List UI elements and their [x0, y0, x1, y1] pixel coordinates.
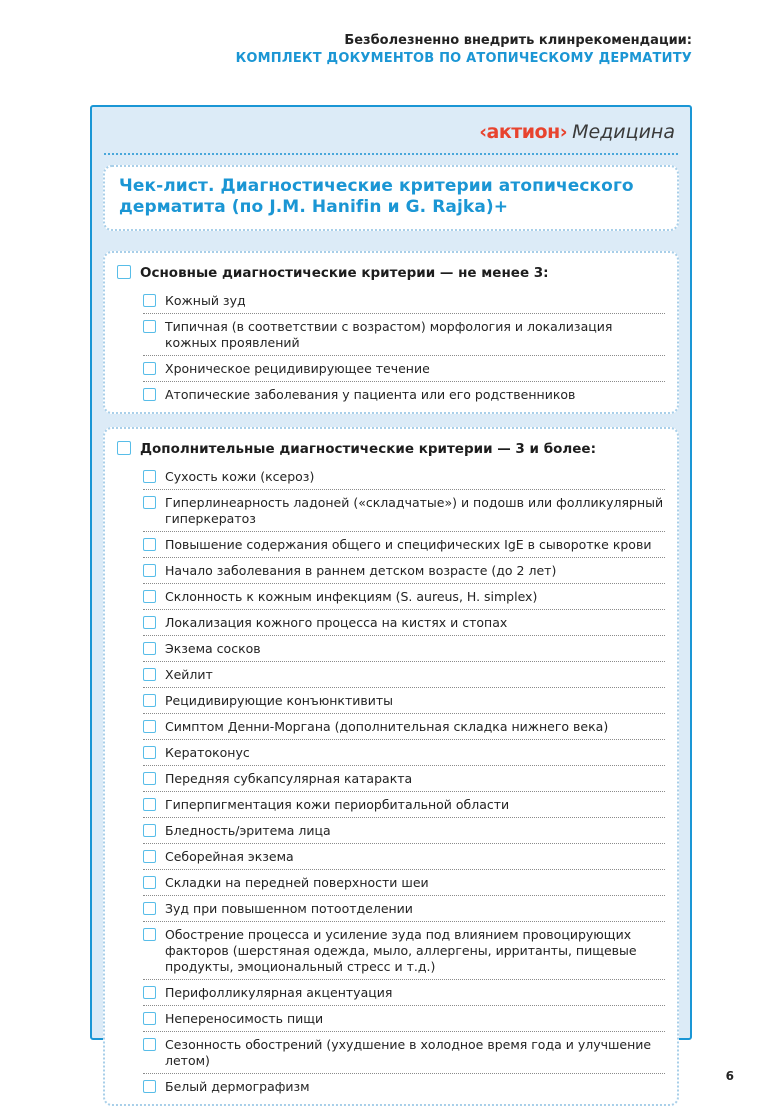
item-checkbox[interactable] [143, 642, 156, 655]
item-checkbox[interactable] [143, 772, 156, 785]
header-title: КОМПЛЕКТ ДОКУМЕНТОВ ПО АТОПИЧЕСКОМУ ДЕРМАТИТУ [235, 51, 692, 67]
item-label: Локализация кожного процесса на кистях и стопах [165, 614, 508, 630]
item-label: Складки на передней поверхности шеи [165, 874, 429, 890]
checklist-item [143, 584, 665, 610]
item-checkbox[interactable] [143, 590, 156, 603]
checklist-item [143, 558, 665, 584]
item-checkbox[interactable] [143, 824, 156, 837]
checklist-item [143, 818, 665, 844]
logo [103, 117, 679, 153]
section-checkbox[interactable] [117, 265, 131, 279]
item-checkbox[interactable] [143, 876, 156, 889]
item-checkbox[interactable] [143, 538, 156, 551]
item-checkbox[interactable] [143, 668, 156, 681]
dotted-divider [104, 153, 678, 155]
item-checkbox[interactable] [143, 986, 156, 999]
checklist-item [143, 844, 665, 870]
checklist-item [143, 922, 665, 980]
section-items [143, 464, 665, 1099]
item-checkbox[interactable] [143, 1038, 156, 1051]
item-label: Хроническое рецидивирующее течение [165, 360, 430, 376]
document-title: Чек-лист. Диагностические критерии атопического дерматита (по J.M. Hanifin и G. Rajka)+ [119, 176, 634, 218]
item-checkbox[interactable] [143, 388, 156, 401]
header-subtitle: Безболезненно внедрить клинрекомендации: [344, 33, 692, 48]
item-checkbox[interactable] [143, 798, 156, 811]
checklist-item [143, 1006, 665, 1032]
item-checkbox[interactable] [143, 902, 156, 915]
item-label: Рецидивирующие конъюнктивиты [165, 692, 394, 708]
section-items [143, 288, 665, 407]
item-label: Симптом Денни-Моргана (дополнительная складка нижнего века) [165, 718, 609, 734]
checklist-item [143, 464, 665, 490]
section-title: Основные диагностические критерии — не менее 3: [140, 264, 549, 281]
aktion-logo: ‹актион› [479, 121, 568, 143]
checklist-item [143, 980, 665, 1006]
item-label: Экзема сосков [165, 640, 261, 656]
item-label: Себорейная экзема [165, 848, 294, 864]
item-checkbox[interactable] [143, 470, 156, 483]
checklist-item [143, 636, 665, 662]
checklist-item [143, 356, 665, 382]
logo-medicina-label: Медицина [572, 121, 675, 143]
checklist-item [143, 714, 665, 740]
item-label: Сухость кожи (ксероз) [165, 468, 315, 484]
checklist-item [143, 870, 665, 896]
checklist-item [143, 490, 665, 532]
checklist-item [143, 896, 665, 922]
item-label: Гиперпигментация кожи периорбитальной области [165, 796, 510, 812]
item-checkbox[interactable] [143, 850, 156, 863]
section-header [117, 438, 665, 464]
section-main-criteria [103, 251, 679, 414]
item-checkbox[interactable] [143, 928, 156, 941]
checklist-item [143, 766, 665, 792]
checklist-item [143, 532, 665, 558]
checklist-item [143, 288, 665, 314]
item-checkbox[interactable] [143, 496, 156, 509]
item-label: Гиперлинеарность ладоней («складчатые») и подошв или фолликулярный гиперкератоз [165, 494, 664, 526]
item-checkbox[interactable] [143, 720, 156, 733]
section-header [117, 262, 665, 288]
checklist-item [143, 662, 665, 688]
checklist-item [143, 792, 665, 818]
item-checkbox[interactable] [143, 294, 156, 307]
item-label: Обострение процесса и усиление зуда под влиянием провоцирующих факторов (шерстяная одежда, мыло, аллергены, ирританты, пищевые продукты, эмоциональный стресс и т.д.) [165, 926, 637, 974]
item-label: Передняя субкапсулярная катаракта [165, 770, 413, 786]
checklist-item [143, 1074, 665, 1099]
item-label: Белый дермографизм [165, 1078, 310, 1094]
checklist-item [143, 1032, 665, 1074]
item-checkbox[interactable] [143, 320, 156, 333]
item-checkbox[interactable] [143, 564, 156, 577]
checklist-item [143, 688, 665, 714]
item-label: Перифолликулярная акцентуация [165, 984, 393, 1000]
section-additional-criteria [103, 427, 679, 1106]
item-label: Хейлит [165, 666, 213, 682]
item-checkbox[interactable] [143, 1080, 156, 1093]
checklist-item [143, 610, 665, 636]
item-label: Зуд при повышенном потоотделении [165, 900, 413, 916]
item-label: Сезонность обострений (ухудшение в холодное время года и улучшение летом) [165, 1036, 652, 1068]
checklist-card [90, 105, 692, 1094]
checklist-item [143, 382, 665, 407]
page-header [236, 33, 692, 68]
item-label: Повышение содержания общего и специфических IgE в сыворотке крови [165, 536, 652, 552]
item-label: Кожный зуд [165, 292, 246, 308]
document-title-box [103, 165, 679, 231]
item-checkbox[interactable] [143, 1012, 156, 1025]
page-number: 6 [725, 1069, 734, 1083]
section-checkbox[interactable] [117, 441, 131, 455]
item-label: Бледность/эритема лица [165, 822, 331, 838]
item-label: Непереносимость пищи [165, 1010, 324, 1026]
item-checkbox[interactable] [143, 616, 156, 629]
section-title: Дополнительные диагностические критерии — 3 и более: [140, 440, 596, 457]
item-label: Атопические заболевания у пациента или его родственников [165, 386, 576, 402]
item-label: Типичная (в соответствии с возрастом) морфология и локализация кожных проявлений [165, 318, 613, 350]
item-checkbox[interactable] [143, 694, 156, 707]
checklist-item [143, 740, 665, 766]
item-label: Начало заболевания в раннем детском возрасте (до 2 лет) [165, 562, 557, 578]
item-label: Склонность к кожным инфекциям (S. aureus, H. simplex) [165, 588, 538, 604]
item-checkbox[interactable] [143, 746, 156, 759]
checklist-item [143, 314, 665, 356]
item-label: Кератоконус [165, 744, 250, 760]
item-checkbox[interactable] [143, 362, 156, 375]
